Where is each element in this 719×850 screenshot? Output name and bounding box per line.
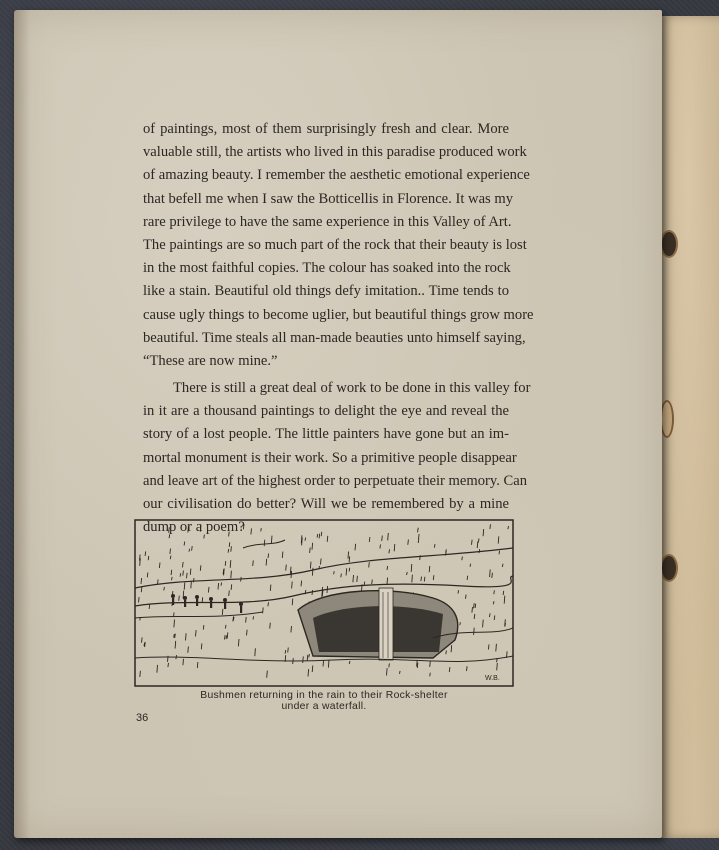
rain-stroke — [247, 630, 248, 636]
rain-stroke — [369, 537, 370, 542]
rain-stroke — [221, 583, 222, 586]
rain-stroke — [231, 546, 232, 551]
rain-stroke — [183, 562, 184, 567]
rain-stroke — [188, 647, 189, 653]
rain-stroke — [286, 565, 287, 571]
text-line: beautiful. Time steals all man-made beauties unto himself saying, — [143, 329, 526, 346]
rain-stroke — [493, 601, 494, 604]
rain-stroke — [307, 655, 308, 661]
rain-stroke — [243, 524, 244, 529]
rain-stroke — [141, 578, 142, 584]
rain-stroke — [157, 665, 158, 673]
page-number: 36 — [136, 712, 149, 724]
text-line: in the most faithful copies. The colour has soaked into the rock — [143, 260, 511, 277]
rain-stroke — [196, 630, 197, 636]
rain-stroke — [421, 577, 422, 582]
rain-stroke — [183, 659, 184, 665]
rain-stroke — [460, 622, 461, 625]
rain-stroke — [408, 540, 409, 545]
rain-stroke — [187, 573, 188, 579]
caption-line-1: Bushmen returning in the rain to their Rock-shelter — [200, 690, 448, 701]
rain-stroke — [424, 577, 425, 582]
rain-stroke — [411, 564, 412, 572]
rain-stroke — [349, 661, 350, 664]
text-line: valuable still, the artists who lived in this paradise produced work — [143, 144, 527, 161]
rain-stroke — [348, 552, 349, 559]
rain-stroke — [251, 528, 252, 534]
rain-stroke — [389, 663, 390, 667]
rain-stroke — [328, 660, 329, 668]
paragraph-1 — [143, 118, 534, 373]
rain-stroke — [478, 539, 479, 543]
rain-stroke — [301, 581, 302, 587]
text-line: of amazing beauty. I remember the aesthetic emotional experience — [143, 167, 530, 184]
rain-stroke — [334, 571, 335, 574]
rain-stroke — [502, 564, 503, 567]
rain-stroke — [188, 526, 189, 533]
rain-stroke — [504, 596, 505, 604]
rain-stroke — [357, 576, 358, 582]
rain-stroke — [467, 666, 468, 671]
rain-stroke — [492, 573, 493, 578]
rain-stroke — [145, 551, 146, 556]
rain-stroke — [494, 615, 495, 620]
rain-stroke — [168, 663, 169, 667]
rain-stroke — [261, 528, 262, 531]
rain-stroke — [458, 590, 459, 593]
rain-stroke — [472, 540, 473, 545]
rain-stroke — [309, 654, 310, 658]
rain-stroke — [462, 557, 463, 561]
rain-stroke — [170, 556, 171, 560]
artist-signature: W.B. — [485, 675, 500, 682]
text-line: There is still a great deal of work to be done in this valley for — [173, 380, 531, 397]
rain-stroke — [144, 643, 145, 646]
rain-stroke — [169, 534, 170, 538]
rain-stroke — [387, 566, 388, 570]
rain-stroke — [382, 536, 383, 542]
rain-stroke — [372, 580, 373, 585]
rain-stroke — [400, 671, 401, 674]
binding-hole — [662, 556, 676, 580]
rain-stroke — [175, 634, 176, 638]
rain-stroke — [353, 575, 354, 582]
body-text — [143, 118, 534, 539]
rain-stroke — [312, 568, 313, 576]
rain-stroke — [349, 556, 350, 562]
rain-stroke — [229, 591, 230, 597]
rain-stroke — [184, 542, 185, 546]
text-line: mortal monument is their work. So a primitive people disappear — [143, 449, 517, 466]
rain-stroke — [180, 573, 181, 577]
rain-stroke — [267, 671, 268, 678]
rain-stroke — [175, 641, 176, 649]
rain-stroke — [466, 595, 467, 599]
binding-hole — [662, 232, 676, 256]
rain-stroke — [369, 562, 370, 567]
rain-stroke — [451, 645, 452, 652]
rain-stroke — [184, 583, 185, 590]
rain-stroke — [172, 577, 173, 580]
rain-stroke — [430, 673, 431, 677]
text-line: that befell me when I saw the Botticellis in Florence. It was my — [143, 190, 514, 207]
text-line: rare privilege to have the same experience in this Valley of Art. — [143, 213, 512, 230]
rock-shelter-waterfall-illustration — [133, 518, 515, 688]
rain-stroke — [270, 585, 271, 591]
rain-stroke — [223, 569, 224, 574]
rain-stroke — [418, 528, 419, 533]
rain-stroke — [189, 549, 190, 552]
rain-stroke — [225, 625, 226, 629]
rain-stroke — [417, 663, 418, 668]
rain-stroke — [388, 533, 389, 540]
rain-stroke — [488, 644, 489, 649]
rain-stroke — [312, 590, 313, 595]
rain-stroke — [321, 532, 322, 536]
rain-stroke — [192, 546, 193, 551]
rain-stroke — [503, 591, 504, 595]
rain-stroke — [271, 536, 272, 543]
rain-stroke — [341, 574, 342, 578]
binding-hole — [662, 402, 672, 436]
rain-stroke — [312, 665, 313, 672]
rain-stroke — [142, 637, 143, 642]
rain-stroke — [429, 566, 430, 572]
rain-stroke — [233, 617, 234, 621]
rain-stroke — [200, 565, 201, 571]
text-line: “These are now mine.” — [143, 352, 278, 369]
rain-stroke — [238, 639, 239, 646]
rain-stroke — [290, 567, 291, 574]
rain-stroke — [407, 572, 408, 575]
rain-stroke — [494, 590, 495, 594]
rain-stroke — [490, 570, 491, 578]
rain-stroke — [225, 561, 226, 566]
rain-stroke — [148, 556, 149, 560]
rain-stroke — [419, 534, 420, 539]
rain-stroke — [203, 625, 204, 630]
rain-stroke — [288, 648, 289, 653]
rain-stroke — [317, 534, 318, 538]
rain-stroke — [497, 663, 498, 670]
rain-stroke — [229, 532, 230, 537]
rain-stroke — [268, 553, 269, 558]
rain-stroke — [231, 584, 232, 590]
rain-stroke — [474, 603, 475, 608]
rain-stroke — [319, 534, 320, 539]
rain-stroke — [255, 648, 256, 656]
rain-stroke — [505, 623, 506, 627]
rain-stroke — [490, 613, 491, 617]
rain-stroke — [285, 650, 286, 654]
rain-stroke — [227, 632, 228, 638]
text-line: story of a lost people. The little painters have gone but an im- — [143, 426, 509, 443]
rain-stroke — [474, 614, 475, 619]
rain-stroke — [394, 544, 395, 551]
paragraph-2 — [143, 377, 531, 539]
rain-stroke — [200, 524, 201, 531]
rain-stroke — [231, 571, 232, 579]
rain-stroke — [321, 559, 322, 565]
text-line: our civilisation do better? Will we be remembered by a mine — [143, 496, 509, 512]
rain-stroke — [470, 564, 471, 567]
rain-stroke — [449, 667, 450, 672]
rain-stroke — [266, 559, 267, 566]
rain-stroke — [412, 575, 413, 583]
caption-line-2: under a waterfall. — [281, 701, 367, 712]
rain-stroke — [490, 524, 491, 529]
rain-stroke — [349, 568, 350, 572]
rain-stroke — [226, 636, 227, 640]
rain-stroke — [310, 562, 311, 569]
rain-stroke — [208, 587, 209, 593]
rain-stroke — [149, 605, 150, 609]
rain-stroke — [434, 544, 435, 548]
rain-stroke — [174, 620, 175, 628]
rain-stroke — [483, 620, 484, 628]
rain-stroke — [305, 538, 306, 541]
text-line: in it are a thousand paintings to delight the eye and reveal the — [143, 403, 509, 420]
rain-stroke — [190, 569, 191, 575]
rain-stroke — [230, 560, 231, 568]
rain-stroke — [291, 626, 292, 632]
rain-stroke — [270, 623, 271, 629]
text-line: of paintings, most of them surprisingly fresh and clear. More — [143, 121, 509, 137]
rain-stroke — [496, 644, 497, 652]
rain-stroke — [389, 549, 390, 553]
rain-stroke — [183, 571, 184, 576]
rain-stroke — [355, 544, 356, 551]
rain-stroke — [322, 591, 323, 597]
rain-stroke — [430, 661, 431, 667]
rain-stroke — [174, 634, 175, 638]
text-line: The paintings are so much part of the rock that their beauty is lost — [143, 236, 527, 253]
rain-stroke — [346, 568, 347, 575]
rain-stroke — [168, 656, 169, 662]
rain-stroke — [268, 602, 269, 606]
rain-stroke — [292, 599, 293, 606]
rain-stroke — [387, 578, 388, 585]
rain-stroke — [508, 526, 509, 529]
rain-stroke — [222, 609, 223, 615]
rain-stroke — [159, 563, 160, 569]
rain-stroke — [228, 549, 229, 553]
rain-stroke — [264, 540, 265, 547]
figure-caption — [133, 690, 515, 712]
rain-stroke — [433, 575, 434, 580]
rain-stroke — [475, 604, 476, 608]
rain-stroke — [202, 597, 203, 602]
rain-stroke — [418, 538, 419, 543]
rain-stroke — [229, 542, 230, 547]
rain-stroke — [186, 633, 187, 640]
rain-stroke — [218, 583, 219, 590]
text-line: dump or a poem? — [143, 519, 245, 536]
rain-stroke — [499, 551, 500, 555]
text-line: like a stain. Beautiful old things defy imitation.. Time tends to — [143, 283, 509, 300]
rain-stroke — [483, 529, 484, 536]
rain-stroke — [327, 536, 328, 542]
rain-stroke — [308, 669, 309, 676]
rain-stroke — [467, 576, 468, 580]
rain-stroke — [380, 544, 381, 548]
rain-stroke — [204, 535, 205, 539]
rain-stroke — [139, 597, 140, 602]
rain-stroke — [253, 560, 254, 566]
rain-stroke — [197, 662, 198, 668]
rain-stroke — [171, 570, 172, 575]
rain-stroke — [310, 548, 311, 553]
rain-stroke — [364, 582, 365, 586]
rain-stroke — [301, 535, 302, 543]
rain-stroke — [498, 536, 499, 543]
rain-stroke — [201, 643, 202, 649]
rain-stroke — [387, 668, 388, 675]
rain-stroke — [225, 635, 226, 640]
rain-stroke — [477, 542, 478, 549]
rain-stroke — [253, 616, 254, 619]
rain-stroke — [323, 660, 324, 666]
rain-stroke — [303, 656, 304, 663]
rain-stroke — [472, 607, 473, 613]
rain-stroke — [164, 587, 165, 591]
rain-stroke — [282, 552, 283, 558]
rain-stroke — [474, 628, 475, 635]
text-line: cause ugly things to become uglier, but beautiful things grow more — [143, 306, 534, 323]
rain-stroke — [246, 617, 247, 623]
rain-stroke — [292, 582, 293, 589]
rain-stroke — [179, 596, 180, 601]
rain-stroke — [312, 543, 313, 550]
rain-stroke — [170, 549, 171, 554]
rain-stroke — [140, 558, 141, 566]
rain-stroke — [169, 527, 170, 533]
rain-stroke — [446, 651, 447, 655]
text-line: and leave art of the highest order to perpetuate their memory. Can — [143, 472, 528, 489]
rain-stroke — [147, 573, 148, 578]
rain-stroke — [140, 671, 141, 677]
